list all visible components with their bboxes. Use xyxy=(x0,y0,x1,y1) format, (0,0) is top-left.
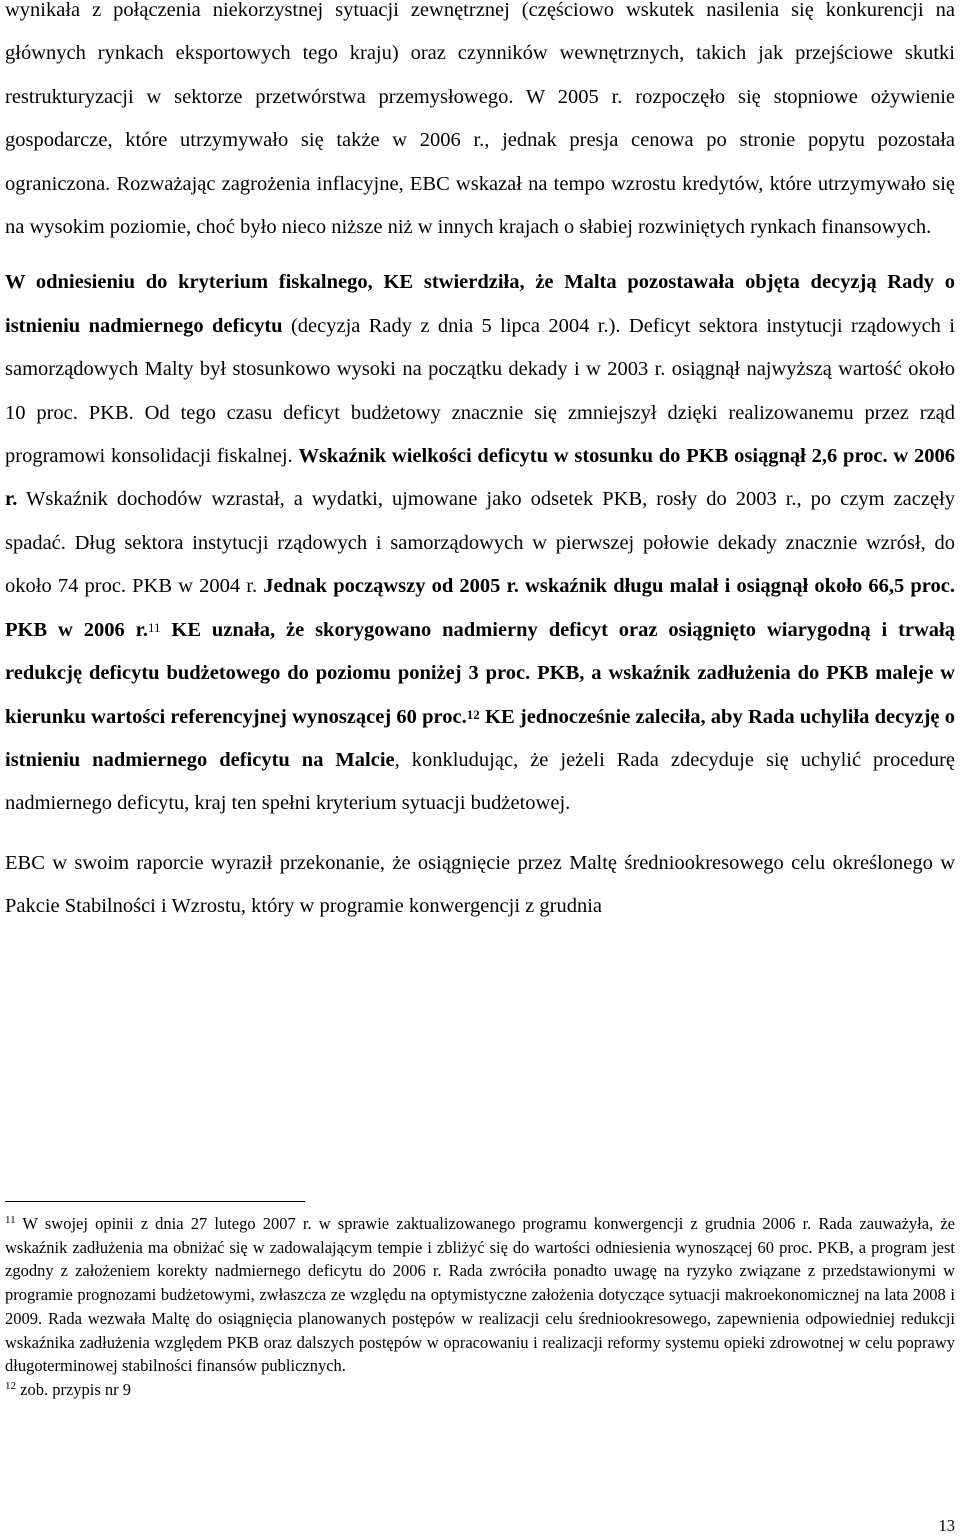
footnote-number: 12 xyxy=(5,1379,16,1392)
footnotes xyxy=(5,1212,955,1402)
paragraph-fiscal-criterion xyxy=(5,261,955,825)
text-run: Wskaźnik dochodów wzrastał, a wydatki, ujmowane jako odsetek PKB, rosły do 2003 r., po czym zaczęły spadać. Dług sektora instytucji rządowych i samorządowych w pierwszej połowie dekady znacznie wzrósł, do około 74 proc. PKB w 2004 r. xyxy=(5,488,955,598)
paragraph-ecb-report xyxy=(5,842,955,929)
page-number: 13 xyxy=(938,1516,955,1535)
footnote-ref-11[interactable]: 11 xyxy=(147,620,161,636)
bold-text-run: KE uznała, że skorygowano nadmierny deficyt oraz osiągnięto wiarygodną i trwałą redukcję deficytu budżetowego do poziomu poniżej 3 proc. PKB, a wskaźnik zadłużenia do PKB maleje w kierunku wartości referencyjnej wynoszącej 60 proc. xyxy=(5,618,955,728)
bold-text-run: Wskaźnik wielkości deficytu w stosunku do PKB osiągnął 2,6 proc. w 2006 r. xyxy=(5,445,955,511)
document-body xyxy=(5,0,955,929)
text-run: (decyzja Rady z dnia 5 lipca 2004 r.). Deficyt sektora instytucji rządowych i samorządowych Malty był stosunkowo wysoki na początku dekady i w 2003 r. osiągnął najwyższą wartość około 10 proc. PKB. Od tego czasu deficyt budżetowy znacznie się zmniejszył dzięki realizowanemu przez rząd programowi konsolidacji fiskalnej. xyxy=(5,314,955,468)
footnote-ref-12[interactable]: 12 xyxy=(466,707,480,723)
footnote-separator xyxy=(5,1201,305,1202)
footnote-11 xyxy=(5,1212,955,1378)
footnote-number: 11 xyxy=(5,1213,16,1226)
text-run: EBC w swoim raporcie wyraził przekonanie, że osiągnięcie przez Maltę średniookresowego celu określonego w Pakcie Stabilności i Wzrostu, który w programie konwergencji z grudnia xyxy=(5,851,955,918)
paragraph-inflation xyxy=(5,0,955,249)
footnote-text: W swojej opinii z dnia 27 lutego 2007 r. w sprawie zaktualizowanego programu konwergencji z grudnia 2006 r. Rada zauważyła, że wskaźnik zadłużenia ma obniżać się w zadowalającym tempie i zbliżyć się do wartości odniesienia wynoszącej 60 proc. PKB, a program jest zgodny z założeniem korekty nadmiernego deficytu do 2006 r. Rada zwróciła ponadto uwagę na ryzyko związane z przedstawionymi w programie prognozami budżetowymi, zwłaszcza ze względu na optymistyczne założenia dotyczące sytuacji makroekonomicznej na lata 2008 i 2009. Rada wezwała Maltę do osiągnięcia planowanych postępów w realizacji celu średniookresowego, zapewnienia odpowiedniej redukcji wskaźnika zadłużenia względem PKB oraz dalszych postępów w opracowaniu i realizacji reformy systemu opieki zdrowotnej w celu poprawy długoterminowej stabilności finansów publicznych. xyxy=(5,1214,955,1376)
footnote-12 xyxy=(5,1378,955,1402)
footnote-text: zob. przypis nr 9 xyxy=(16,1379,132,1399)
bold-text-run: KE jednocześnie zaleciła, aby Rada uchyliła decyzję o istnieniu nadmiernego deficytu na Malcie xyxy=(5,705,956,771)
bold-text-run: Jednak począwszy od 2005 r. wskaźnik długu malał i osiągnął około 66,5 proc. PKB w 2006 r. xyxy=(5,575,956,641)
text-run: wynikała z połączenia niekorzystnej sytuacji zewnętrznej (częściowo wskutek nasilenia się konkurencji na głównych rynkach eksportowych tego kraju) oraz czynników wewnętrznych, takich jak przejściowe skutki restrukturyzacji w sektorze przetwórstwa przemysłowego. W 2005 r. rozpoczęło się stopniowe ożywienie gospodarcze, które utrzymywało się także w 2006 r., jednak presja cenowa po stronie popytu pozostała ograniczona. Rozważając zagrożenia inflacyjne, EBC wskazał na tempo wzrostu kredytów, które utrzymywało się na wysokim poziomie, choć było nieco niższe niż w innych krajach o słabiej rozwiniętych rynkach finansowych. xyxy=(5,0,955,239)
bold-text-run: W odniesieniu do kryterium fiskalnego, KE stwierdziła, że Malta pozostawała objęta decyzją Rady o istnieniu nadmiernego deficytu xyxy=(5,271,955,337)
text-run: , konkludując, że jeżeli Rada zdecyduje się uchylić procedurę nadmiernego deficytu, kraj ten spełni kryterium sytuacji budżetowej. xyxy=(5,748,955,815)
